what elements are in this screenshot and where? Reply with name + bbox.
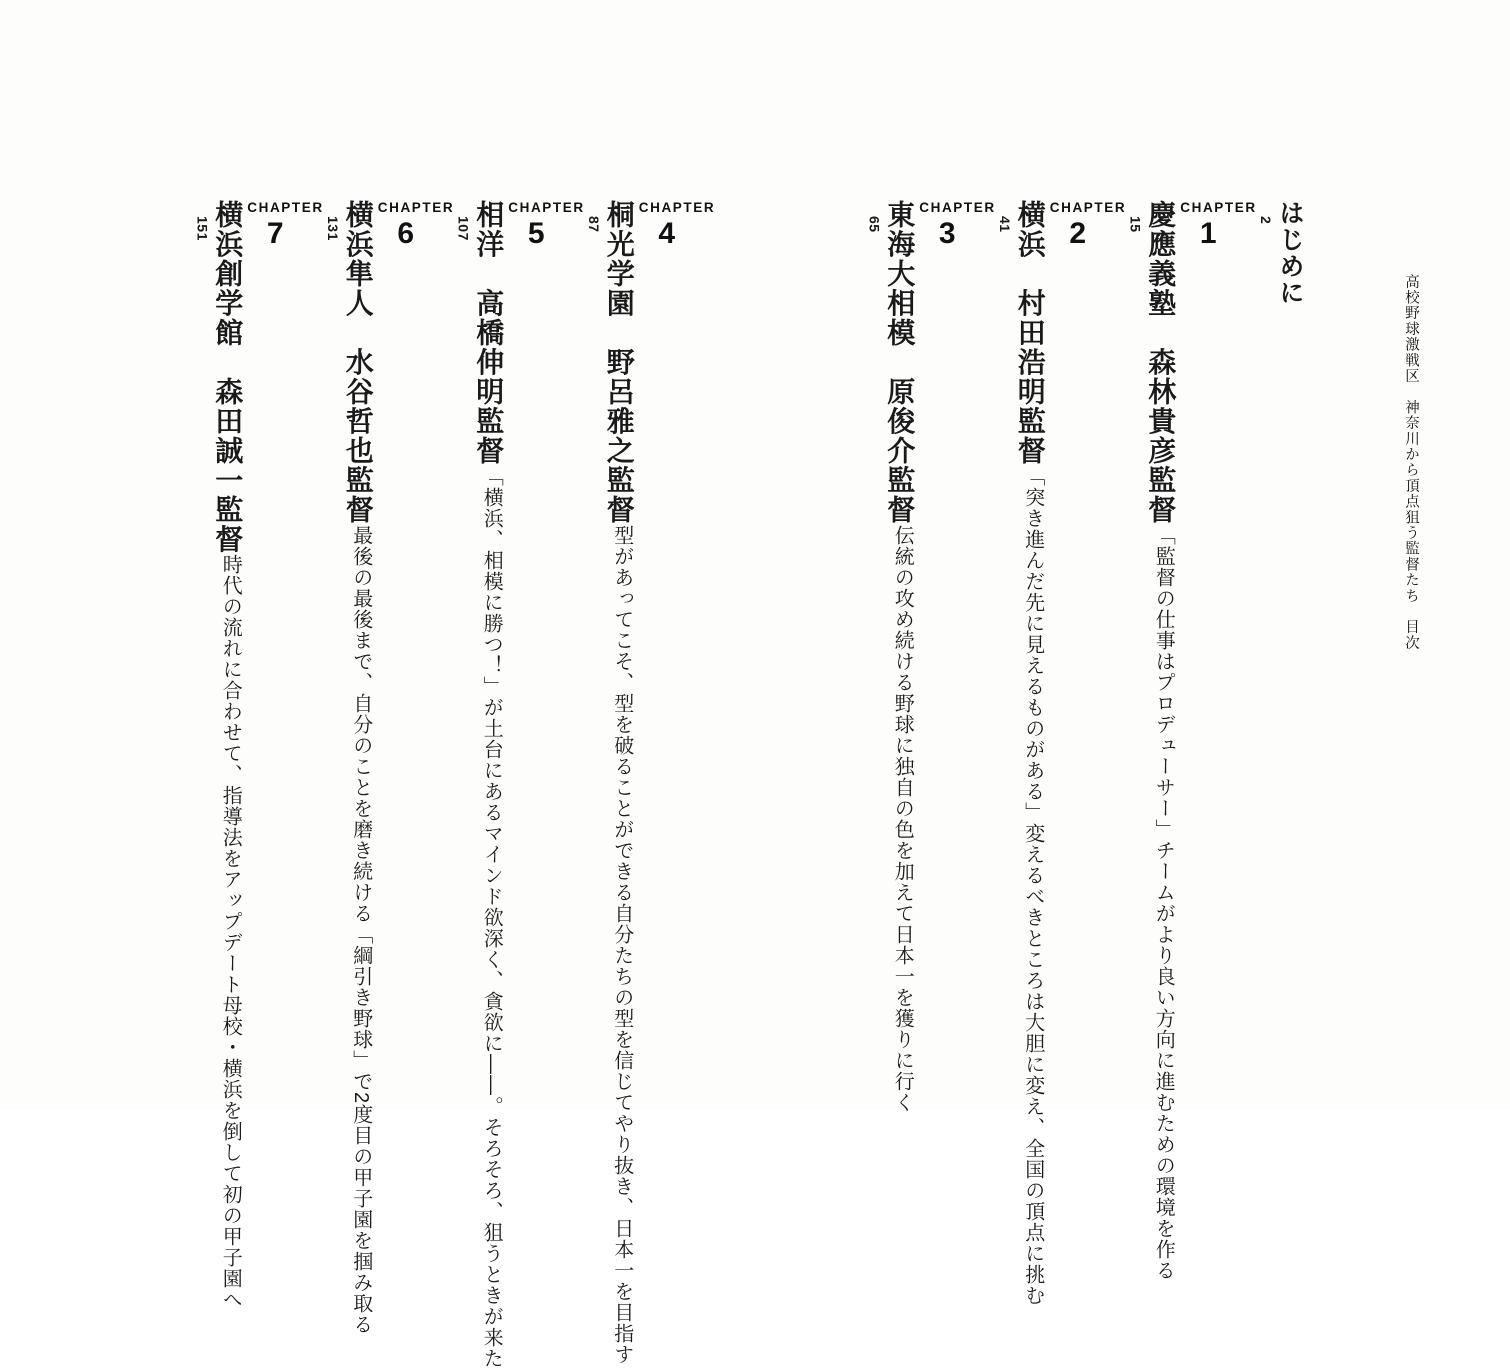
entry-title-text: 東海大相模 原俊介監督 [884, 200, 916, 525]
entry-title[interactable] [995, 200, 1048, 466]
entry-text-chapter-1 [1116, 200, 1179, 1281]
entry-subtitle-line: 「綱引き野球」で2度目の甲子園を掴み取る [349, 923, 372, 1335]
entry-subtitle-line: 最後の最後まで、自分のことを磨き続ける [349, 524, 372, 924]
entry-title-text: はじめに [1276, 200, 1304, 306]
entry-title[interactable] [584, 200, 637, 525]
toc-entry-intro[interactable] [1246, 200, 1367, 1000]
table-of-contents [88, 200, 1422, 1369]
chapter-number: 4 [658, 217, 676, 250]
chapter-label-1 [1180, 200, 1257, 250]
chapter-label-6 [377, 200, 455, 250]
toc-entry-chapter-3[interactable] [855, 200, 996, 1113]
entry-title[interactable] [454, 200, 507, 466]
entry-subtitle-line: 欲深く、貪欲に——。そろそろ、狙うときが来た [480, 906, 503, 1369]
entry-title[interactable] [865, 200, 918, 525]
chapter-word: CHAPTER [1180, 200, 1257, 215]
chapter-number: 5 [527, 217, 545, 250]
entry-title-text: 横浜隼人 水谷哲也監督 [342, 200, 374, 525]
chapter-label-5 [508, 200, 585, 250]
chapter-label-3 [919, 200, 996, 250]
entry-page-number: 87 [585, 216, 602, 233]
entry-subtitle-line: 独自の色を加えて日本一を獲りに行く [891, 755, 914, 1113]
entry-text-chapter-2 [985, 200, 1048, 1306]
toc-entry-chapter-1[interactable] [1116, 200, 1257, 1281]
entry-subtitle-line: 母校・横浜を倒して初の甲子園へ [219, 995, 242, 1310]
chapter-label-2 [1049, 200, 1127, 250]
entry-title-text: 横浜創学館 森田誠一監督 [212, 200, 244, 554]
running-head: 高校野球激戦区 神奈川から頂点狙う監督たち 目次 [1403, 274, 1419, 651]
entry-title-text: 相洋 高橋伸明監督 [473, 200, 505, 466]
toc-entry-chapter-2[interactable] [985, 200, 1127, 1306]
chapter-word: CHAPTER [508, 200, 585, 215]
chapter-number: 7 [266, 217, 284, 250]
entry-title-text: 横浜 村田浩明監督 [1014, 200, 1046, 466]
entry-title-text: 慶應義塾 森林貴彦監督 [1145, 200, 1177, 525]
entry-page-number: 41 [996, 216, 1013, 233]
chapter-number: 2 [1069, 217, 1087, 250]
entry-text-intro [1246, 200, 1305, 1000]
chapter-number: 1 [1199, 217, 1217, 250]
entry-subtitle-line: 時代の流れに合わせて、指導法をアップデート [219, 554, 242, 995]
entry-subtitle-line: 伝統の攻め続ける野球に [891, 524, 914, 756]
toc-entry-chapter-5[interactable] [444, 200, 585, 1369]
entry-title-text: 桐光学園 野呂雅之監督 [603, 200, 635, 525]
chapter-word: CHAPTER [1049, 200, 1127, 215]
entry-subtitle-line: 「横浜、相模に勝つ！」が土台にあるマインド [480, 465, 503, 907]
entry-page-number: 151 [194, 216, 211, 241]
entry-page-number: 131 [324, 216, 341, 241]
entry-text-chapter-5 [444, 200, 507, 1369]
entry-page-number: 65 [866, 216, 883, 233]
entry-text-chapter-4 [574, 200, 637, 1365]
entry-subtitle-line: 型があってこそ、型を破ることができる [610, 524, 633, 903]
entry-title[interactable] [323, 200, 376, 525]
entry-text-chapter-7 [183, 200, 246, 1310]
entry-text-chapter-6 [313, 200, 376, 1335]
toc-entry-chapter-6[interactable] [313, 200, 455, 1335]
chapter-word: CHAPTER [638, 200, 716, 215]
entry-subtitle-line: チームがより良い方向に進むための環境を作る [1152, 839, 1175, 1281]
entry-page-number: 107 [455, 216, 472, 241]
chapter-word: CHAPTER [377, 200, 455, 215]
chapter-number: 6 [397, 217, 415, 250]
entry-title[interactable] [1256, 200, 1305, 306]
chapter-label-intro [1307, 200, 1363, 250]
entry-subtitle-line: 自分たちの型を信じてやり抜き、日本一を目指す [610, 902, 633, 1365]
chapter-word: CHAPTER [247, 200, 324, 215]
entry-subtitle-line: 変えるべきところは大胆に変え、全国の頂点に挑む [1021, 822, 1044, 1306]
entry-page-number: 15 [1127, 216, 1144, 233]
entry-subtitle-line: 「監督の仕事はプロデューサー」 [1152, 524, 1175, 840]
toc-entry-chapter-4[interactable] [574, 200, 716, 1365]
entry-page-number: 2 [1257, 216, 1274, 225]
entry-text-chapter-3 [855, 200, 918, 1113]
chapter-label-4 [638, 200, 716, 250]
entry-subtitle-line: 「突き進んだ先に見えるものがある」 [1021, 465, 1044, 823]
chapter-number: 3 [938, 217, 956, 250]
chapter-word: CHAPTER [919, 200, 996, 215]
entry-title[interactable] [1126, 200, 1179, 525]
toc-entry-chapter-7[interactable] [183, 200, 324, 1310]
chapter-label-7 [247, 200, 324, 250]
entry-title[interactable] [193, 200, 246, 554]
